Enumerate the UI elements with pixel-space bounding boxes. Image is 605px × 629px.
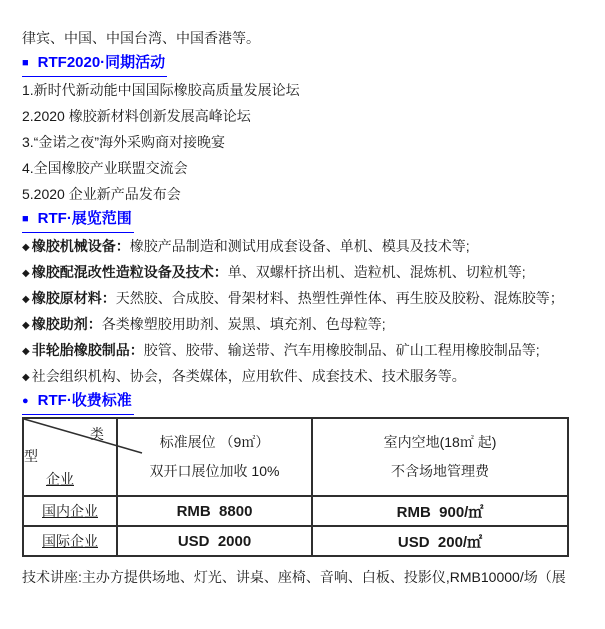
- scope-item: [22, 363, 605, 389]
- standard-booth-header-cell: [117, 418, 312, 496]
- scope-item-text: 橡胶产品制造和测试用成套设备、单机、模具及技术等;: [129, 238, 470, 254]
- diamond-bullet-icon: ◆: [22, 242, 30, 253]
- scope-item: [22, 233, 605, 259]
- heading-underline-wrap: [22, 390, 134, 415]
- heading-underline-wrap: [22, 52, 167, 77]
- diagonal-divider-line: [24, 419, 144, 459]
- corner-label-category-2: 型: [24, 448, 38, 464]
- diamond-bullet-icon: ◆: [22, 268, 30, 279]
- scope-item-text: 社会组织机构、协会，各类媒体，应用软件、成套技术、技术服务等。: [31, 368, 466, 384]
- heading-underline-wrap: [22, 208, 134, 233]
- activity-item: 3.“金诺之夜”海外采购商对接晚宴: [22, 134, 225, 150]
- corner-cell: [23, 418, 117, 496]
- scope-item-label: 橡胶助剂：: [31, 316, 102, 332]
- indoor-space-line2: 不含场地管理费: [391, 463, 489, 479]
- section-heading-fees: [22, 389, 605, 415]
- diamond-bullet-icon: ◆: [22, 320, 30, 331]
- diamond-bullet-icon: ◆: [22, 294, 30, 305]
- scope-item-label: 橡胶原材料：: [31, 290, 116, 306]
- scope-item-label: 非轮胎橡胶制品：: [31, 342, 144, 358]
- scope-item: [22, 311, 605, 337]
- circle-bullet-icon: ●: [22, 395, 29, 407]
- domestic-space-fee-cell: [312, 496, 568, 526]
- fee-value: USD 2000: [177, 532, 252, 550]
- intro-line: 律宾、中国、中国台湾、中国香港等。: [22, 30, 260, 46]
- scope-item: [22, 285, 605, 311]
- international-standard-fee-cell: [117, 526, 312, 556]
- fee-table-header-row: [23, 418, 568, 496]
- scope-item: [22, 337, 605, 363]
- diamond-bullet-icon: ◆: [22, 346, 30, 357]
- scope-item-label: 橡胶机械设备：: [31, 238, 130, 254]
- scope-item-text: 各类橡塑胶用助剂、炭黑、填充剂、色母粒等;: [101, 316, 386, 332]
- heading-text: RTF·收费标准: [37, 392, 132, 409]
- corner-label-enterprise: 企业: [46, 471, 74, 487]
- domestic-enterprise-row: [23, 496, 568, 526]
- heading-text: RTF2020·同期活动: [37, 54, 166, 71]
- scope-item-label: 橡胶配混改性造粒设备及技术：: [31, 264, 228, 280]
- scope-item-text: 天然胶、合成胶、骨架材料、热塑性弹性体、再生胶及胶粉、混炼胶等；: [115, 290, 564, 306]
- activity-item: 4.全国橡胶产业联盟交流会: [22, 160, 188, 176]
- scope-item: [22, 259, 605, 285]
- standard-booth-line2: 双开口展位加收 10%: [149, 463, 280, 479]
- row-label-cell: [23, 526, 117, 556]
- standard-booth-line1: 标准展位 （9㎡）: [159, 434, 270, 450]
- fee-value: USD 200/㎡: [397, 533, 483, 551]
- row-label-cell: [23, 496, 117, 526]
- international-enterprise-row: [23, 526, 568, 556]
- activity-item: 5.2020 企业新产品发布会: [22, 186, 181, 202]
- international-space-fee-cell: [312, 526, 568, 556]
- activity-item: 1.新时代新动能中国国际橡胶高质量发展论坛: [22, 82, 300, 98]
- domestic-standard-fee-cell: [117, 496, 312, 526]
- scope-item-text: 单、双螺杆挤出机、造粒机、混炼机、切粒机等;: [227, 264, 526, 280]
- scope-item-text: 胶管、胶带、输送带、汽车用橡胶制品、矿山工程用橡胶制品等;: [143, 342, 540, 358]
- section-heading-activities: [22, 51, 605, 77]
- heading-text: RTF·展览范围: [37, 210, 132, 227]
- activity-item: 2.2020 橡胶新材料创新发展高峰论坛: [22, 108, 251, 124]
- fee-table: [22, 417, 569, 557]
- indoor-space-header-cell: [312, 418, 568, 496]
- fee-value: RMB 900/㎡: [396, 503, 484, 521]
- lecture-fee-note: 技术讲座:主办方提供场地、灯光、讲桌、座椅、音响、白板、投影仪,RMB10000/场（展: [22, 569, 566, 585]
- diamond-bullet-icon: ◆: [22, 372, 30, 383]
- corner-label-category-1: 类: [90, 426, 104, 442]
- indoor-space-line1: 室内空地(18㎡ 起): [383, 434, 497, 450]
- section-heading-scope: [22, 207, 605, 233]
- square-bullet-icon: ■: [22, 57, 29, 69]
- square-bullet-icon: ■: [22, 213, 29, 225]
- row-label: 国内企业: [42, 503, 98, 519]
- fee-value: RMB 8800: [176, 502, 253, 520]
- row-label: 国际企业: [42, 533, 98, 549]
